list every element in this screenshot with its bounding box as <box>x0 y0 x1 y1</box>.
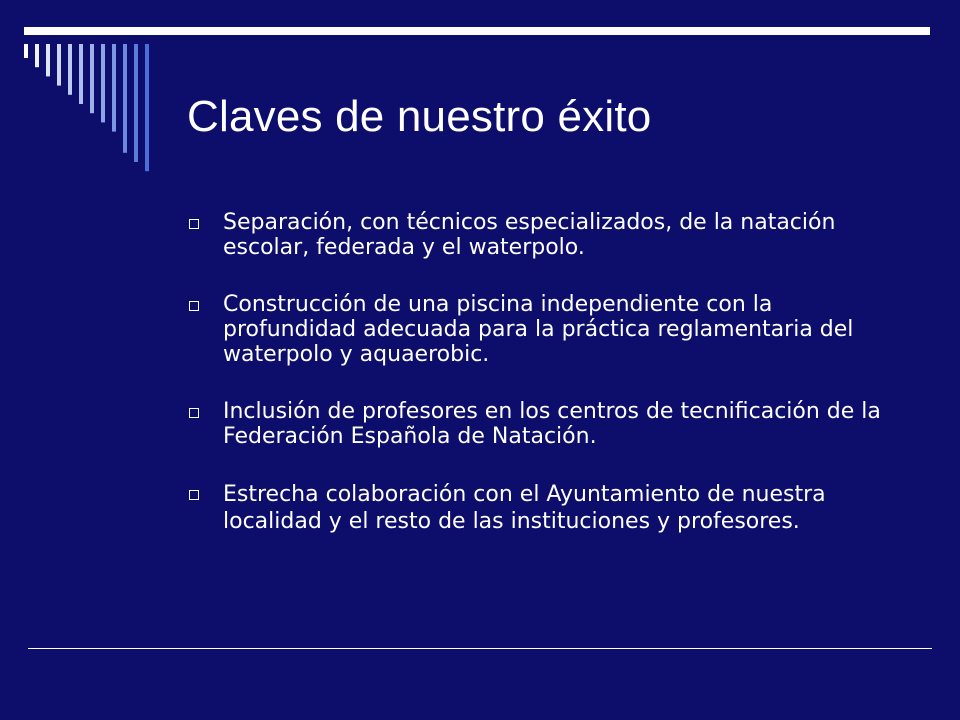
stripe <box>112 44 116 132</box>
stripe <box>123 44 127 153</box>
square-bullet-icon <box>189 408 199 418</box>
stripe <box>134 44 138 162</box>
bullet-item <box>185 399 905 449</box>
bullet-text: Construcción de una piscina independiente con la profundidad adecuada para la práctica reglamentaria del waterpolo y aquaerobic. <box>223 292 854 367</box>
square-bullet-icon <box>189 301 199 311</box>
square-bullet-icon <box>189 490 199 500</box>
stripe <box>57 44 61 86</box>
bottom-rule <box>28 648 932 649</box>
top-rule <box>24 27 930 35</box>
slide-title: Claves de nuestro éxito <box>187 92 652 141</box>
stripe <box>24 44 28 58</box>
stripe <box>101 44 105 122</box>
bullet-item <box>185 292 905 367</box>
bullet-text: Separación, con técnicos especializados, de la natación escolar, federada y el waterpolo. <box>223 210 836 260</box>
stripe <box>79 44 83 104</box>
stripe <box>145 44 149 171</box>
bullet-item <box>185 481 905 535</box>
square-bullet-icon <box>189 219 199 229</box>
bullet-item <box>185 210 905 260</box>
bullet-text: Inclusión de profesores en los centros de tecnificación de la Federación Española de Natación. <box>223 399 881 449</box>
bullet-text: Estrecha colaboración con el Ayuntamiento de nuestra localidad y el resto de las instituciones y profesores. <box>223 482 826 534</box>
stripe <box>68 44 72 95</box>
bullet-list <box>185 210 905 567</box>
stripe <box>90 44 94 113</box>
decorative-stripes <box>22 44 162 194</box>
stripe <box>35 44 39 67</box>
stripe <box>46 44 50 76</box>
